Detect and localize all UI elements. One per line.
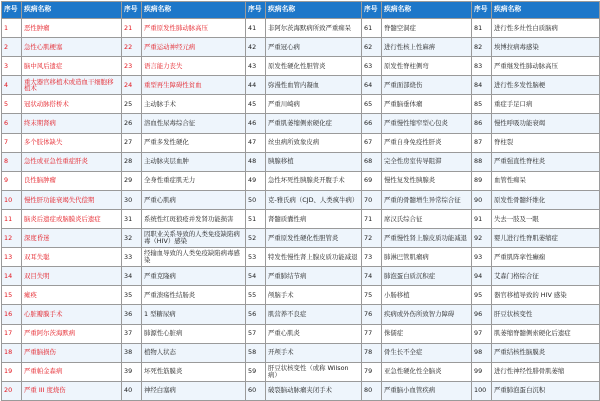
disease-name: 严重冠心病 bbox=[266, 38, 362, 57]
row-number: 63 bbox=[362, 57, 382, 76]
row-number: 90 bbox=[472, 190, 492, 209]
row-number: 11 bbox=[2, 209, 22, 228]
table-row bbox=[2, 19, 600, 38]
row-number: 10 bbox=[2, 190, 22, 209]
disease-name: 慢性复发性胰腺炎 bbox=[382, 171, 472, 190]
table-row bbox=[2, 343, 600, 362]
disease-name: 多个肢体缺失 bbox=[22, 133, 122, 152]
row-number: 83 bbox=[472, 57, 492, 76]
row-number: 2 bbox=[2, 38, 22, 57]
row-number: 67 bbox=[362, 133, 382, 152]
disease-name: 原发性骨髓纤维化 bbox=[492, 190, 600, 209]
row-number: 96 bbox=[472, 305, 492, 324]
disease-name: 主动脉夹层血肿 bbox=[142, 152, 246, 171]
disease-name: 严重脑小血管疾病 bbox=[382, 381, 472, 400]
disease-name: 重型再生障碍性贫血 bbox=[142, 76, 246, 95]
disease-name: 亚急性硬化性全脑炎 bbox=[382, 362, 472, 381]
table-row bbox=[2, 381, 600, 400]
row-number: 4 bbox=[2, 76, 22, 95]
disease-name: 严重面部烧伤 bbox=[382, 76, 472, 95]
disease-name: 严重脑垂体瘤 bbox=[382, 95, 472, 114]
row-number: 94 bbox=[472, 267, 492, 286]
row-number: 18 bbox=[2, 343, 22, 362]
disease-name: 脊髓空洞症 bbox=[382, 19, 472, 38]
row-number: 39 bbox=[122, 362, 142, 381]
disease-name: 严重原发性硬化性胆管炎 bbox=[266, 229, 362, 248]
table-row bbox=[2, 190, 600, 209]
disease-name: 严重帕金森病 bbox=[22, 362, 122, 381]
row-number: 72 bbox=[362, 229, 382, 248]
disease-name: 慢性肝功能衰竭失代偿期 bbox=[22, 190, 122, 209]
row-number: 75 bbox=[362, 286, 382, 305]
row-number: 68 bbox=[362, 152, 382, 171]
disease-name: 小肠移植 bbox=[382, 286, 472, 305]
row-number: 71 bbox=[362, 209, 382, 228]
row-number: 7 bbox=[2, 133, 22, 152]
row-number: 8 bbox=[2, 152, 22, 171]
disease-name: 严重继发性肺动脉高压 bbox=[492, 57, 600, 76]
disease-name: 重症手足口病 bbox=[492, 95, 600, 114]
row-number: 30 bbox=[122, 190, 142, 209]
row-number: 91 bbox=[472, 209, 492, 228]
row-number: 70 bbox=[362, 190, 382, 209]
disease-name: 溶血性尿毒综合征 bbox=[142, 114, 246, 133]
row-number: 58 bbox=[246, 343, 266, 362]
disease-name: 终末期肾病 bbox=[22, 114, 122, 133]
table-body bbox=[2, 19, 600, 401]
disease-name: 良性脑肿瘤 bbox=[22, 171, 122, 190]
table-row bbox=[2, 152, 600, 171]
row-number: 65 bbox=[362, 95, 382, 114]
disease-name: 因职业关系导致的人类免疫缺陷病毒（HIV）感染 bbox=[142, 229, 246, 248]
row-number: 25 bbox=[122, 95, 142, 114]
col-header-num: 序号 bbox=[122, 2, 142, 19]
disease-name: 肺淋巴管肌瘤病 bbox=[382, 248, 472, 267]
disease-name: 特发性慢性肾上腺皮质功能减退 bbox=[266, 248, 362, 267]
table-row bbox=[2, 305, 600, 324]
disease-name: 严重自身免疫性肝炎 bbox=[382, 133, 472, 152]
row-number: 43 bbox=[246, 57, 266, 76]
disease-name: 完全性房室传导阻滞 bbox=[382, 152, 472, 171]
disease-name: 严重肌阵挛性癫痫 bbox=[492, 248, 600, 267]
disease-name: 进行性多灶性白质脑病 bbox=[492, 19, 600, 38]
row-number: 87 bbox=[472, 133, 492, 152]
row-number: 12 bbox=[2, 229, 22, 248]
table-row bbox=[2, 38, 600, 57]
disease-name: 严重心肌病 bbox=[142, 190, 246, 209]
row-number: 24 bbox=[122, 76, 142, 95]
disease-name: 埃博拉病毒感染 bbox=[492, 38, 600, 57]
disease-name: 严重原发性肺动脉高压 bbox=[142, 19, 246, 38]
disease-name: 脊柱裂 bbox=[492, 133, 600, 152]
disease-name: 器官移植导致的 HIV 感染 bbox=[492, 286, 600, 305]
disease-name: 心脏瓣膜手术 bbox=[22, 305, 122, 324]
col-header-num: 序号 bbox=[362, 2, 382, 19]
row-number: 100 bbox=[472, 381, 492, 400]
row-number: 41 bbox=[246, 19, 266, 38]
disease-name: 弥漫性血管内凝血 bbox=[266, 76, 362, 95]
disease-name: 肺泡蛋白质沉积症 bbox=[382, 267, 472, 286]
row-number: 66 bbox=[362, 114, 382, 133]
disease-name: 进行性神经性腓骨肌萎缩 bbox=[492, 362, 600, 381]
disease-name: 严重脑损伤 bbox=[22, 343, 122, 362]
col-header-name: 疾病名称 bbox=[266, 2, 362, 19]
disease-name: 严重的骨髓增生异常综合征 bbox=[382, 190, 472, 209]
row-number: 1 bbox=[2, 19, 22, 38]
row-number: 50 bbox=[246, 190, 266, 209]
disease-name: 语言能力丧失 bbox=[142, 57, 246, 76]
table-row bbox=[2, 114, 600, 133]
table-row bbox=[2, 76, 600, 95]
row-number: 52 bbox=[246, 229, 266, 248]
disease-name: 冠状动脉搭桥术 bbox=[22, 95, 122, 114]
row-number: 17 bbox=[2, 324, 22, 343]
row-number: 40 bbox=[122, 381, 142, 400]
table-row bbox=[2, 229, 600, 248]
row-number: 95 bbox=[472, 286, 492, 305]
row-number: 22 bbox=[122, 38, 142, 57]
disease-name: 进行性多发性脑梗 bbox=[492, 76, 600, 95]
row-number: 62 bbox=[362, 38, 382, 57]
row-number: 19 bbox=[2, 362, 22, 381]
disease-table bbox=[1, 1, 600, 401]
disease-name: 非阿尔茨海默病所致严重痴呆 bbox=[266, 19, 362, 38]
row-number: 29 bbox=[122, 171, 142, 190]
row-number: 81 bbox=[472, 19, 492, 38]
disease-name: 脑炎后遗症或脑膜炎后遗症 bbox=[22, 209, 122, 228]
col-header-num: 序号 bbox=[2, 2, 22, 19]
disease-name: 全身性重症肌无力 bbox=[142, 171, 246, 190]
disease-name: 血管性痴呆 bbox=[492, 171, 600, 190]
row-number: 46 bbox=[246, 114, 266, 133]
row-number: 79 bbox=[362, 362, 382, 381]
row-number: 16 bbox=[2, 305, 22, 324]
disease-name: 深度昏迷 bbox=[22, 229, 122, 248]
disease-name: 严重肌萎缩侧索硬化症 bbox=[266, 114, 362, 133]
col-header-name: 疾病名称 bbox=[22, 2, 122, 19]
disease-name: 恶性肿瘤 bbox=[22, 19, 122, 38]
disease-name: 脑中风后遗症 bbox=[22, 57, 122, 76]
col-header-name: 疾病名称 bbox=[142, 2, 246, 19]
row-number: 49 bbox=[246, 171, 266, 190]
disease-name: 严重慢性肾上腺皮质功能减退 bbox=[382, 229, 472, 248]
table-row bbox=[2, 95, 600, 114]
row-number: 61 bbox=[362, 19, 382, 38]
disease-name: 瘫痪 bbox=[22, 286, 122, 305]
row-number: 21 bbox=[122, 19, 142, 38]
row-number: 78 bbox=[362, 343, 382, 362]
disease-name: 肌营养不良症 bbox=[266, 305, 362, 324]
disease-name: 严重阿尔茨海默病 bbox=[22, 324, 122, 343]
disease-name: 1 型糖尿病 bbox=[142, 305, 246, 324]
disease-name: 严重 III 度烧伤 bbox=[22, 381, 122, 400]
row-number: 98 bbox=[472, 343, 492, 362]
col-header-num: 序号 bbox=[472, 2, 492, 19]
row-number: 26 bbox=[122, 114, 142, 133]
row-number: 5 bbox=[2, 95, 22, 114]
disease-name: 艾森门格综合征 bbox=[492, 267, 600, 286]
table-header-row bbox=[2, 2, 600, 19]
row-number: 3 bbox=[2, 57, 22, 76]
row-number: 74 bbox=[362, 267, 382, 286]
row-number: 28 bbox=[122, 152, 142, 171]
col-header-name: 疾病名称 bbox=[492, 2, 600, 19]
disease-name: 严重心肌炎 bbox=[266, 324, 362, 343]
disease-name: 急性心肌梗塞 bbox=[22, 38, 122, 57]
row-number: 51 bbox=[246, 209, 266, 228]
disease-name: 严重多发性硬化 bbox=[142, 133, 246, 152]
row-number: 60 bbox=[246, 381, 266, 400]
disease-name: 肌萎缩脊髓侧索硬化后遗症 bbox=[492, 324, 600, 343]
col-header-num: 序号 bbox=[246, 2, 266, 19]
disease-name: 侏儒症 bbox=[382, 324, 472, 343]
disease-name: 严重克隆病 bbox=[142, 267, 246, 286]
row-number: 93 bbox=[472, 248, 492, 267]
disease-name: 慢性呼吸功能衰竭 bbox=[492, 114, 600, 133]
row-number: 80 bbox=[362, 381, 382, 400]
row-number: 55 bbox=[246, 286, 266, 305]
row-number: 45 bbox=[246, 95, 266, 114]
row-number: 35 bbox=[122, 286, 142, 305]
row-number: 82 bbox=[472, 38, 492, 57]
disease-name: 植物人状态 bbox=[142, 343, 246, 362]
disease-name: 肝豆状核变性（或称 Wilson 病） bbox=[266, 362, 362, 381]
row-number: 14 bbox=[2, 267, 22, 286]
disease-name: 原发性脊柱侧弯 bbox=[382, 57, 472, 76]
row-number: 23 bbox=[122, 57, 142, 76]
row-number: 20 bbox=[2, 381, 22, 400]
disease-name: 神经白塞病 bbox=[142, 381, 246, 400]
row-number: 59 bbox=[246, 362, 266, 381]
disease-name: 双目失明 bbox=[22, 267, 122, 286]
row-number: 89 bbox=[472, 171, 492, 190]
disease-name: 婴儿进行性脊肌萎缩症 bbox=[492, 229, 600, 248]
row-number: 77 bbox=[362, 324, 382, 343]
disease-name: 骨生长不全症 bbox=[382, 343, 472, 362]
table-row bbox=[2, 171, 600, 190]
table-row bbox=[2, 267, 600, 286]
row-number: 69 bbox=[362, 171, 382, 190]
disease-name: 克-雅氏病（CJD、人类疯牛病） bbox=[266, 190, 362, 209]
disease-name: 急性或亚急性重症肝炎 bbox=[22, 152, 122, 171]
col-header-name: 疾病名称 bbox=[382, 2, 472, 19]
row-number: 34 bbox=[122, 267, 142, 286]
row-number: 64 bbox=[362, 76, 382, 95]
table-row bbox=[2, 286, 600, 305]
row-number: 73 bbox=[362, 248, 382, 267]
row-number: 84 bbox=[472, 76, 492, 95]
row-number: 85 bbox=[472, 95, 492, 114]
row-number: 42 bbox=[246, 38, 266, 57]
disease-name: 严重川崎病 bbox=[266, 95, 362, 114]
table-row bbox=[2, 209, 600, 228]
row-number: 33 bbox=[122, 248, 142, 267]
disease-name: 严重结核性脑膜炎 bbox=[492, 343, 600, 362]
row-number: 53 bbox=[246, 248, 266, 267]
disease-name: 系统性红斑狼疮并发肾功能损害 bbox=[142, 209, 246, 228]
disease-name: 破裂脑动脉瘤夹闭手术 bbox=[266, 381, 362, 400]
disease-name: 胰腺移植 bbox=[266, 152, 362, 171]
disease-name: 主动脉手术 bbox=[142, 95, 246, 114]
row-number: 56 bbox=[246, 305, 266, 324]
disease-name: 颅脑手术 bbox=[266, 286, 362, 305]
disease-name: 急性坏死性胰腺炎开腹手术 bbox=[266, 171, 362, 190]
disease-name: 坏死性筋膜炎 bbox=[142, 362, 246, 381]
row-number: 36 bbox=[122, 305, 142, 324]
disease-name: 疾病或外伤所致智力障碍 bbox=[382, 305, 472, 324]
disease-name: 肾髓质囊性病 bbox=[266, 209, 362, 228]
disease-name: 双耳失聪 bbox=[22, 248, 122, 267]
table-row bbox=[2, 133, 600, 152]
row-number: 92 bbox=[472, 229, 492, 248]
disease-name: 开颅手术 bbox=[266, 343, 362, 362]
row-number: 47 bbox=[246, 133, 266, 152]
disease-name: 重大器官移植术或造血干细胞移植术 bbox=[22, 76, 122, 95]
row-number: 44 bbox=[246, 76, 266, 95]
disease-name: 席汉氏综合征 bbox=[382, 209, 472, 228]
disease-name: 严重强直性脊柱炎 bbox=[492, 152, 600, 171]
row-number: 32 bbox=[122, 229, 142, 248]
disease-name: 原发性硬化性胆管炎 bbox=[266, 57, 362, 76]
row-number: 97 bbox=[472, 324, 492, 343]
row-number: 57 bbox=[246, 324, 266, 343]
disease-name: 进行性核上性麻痹 bbox=[382, 38, 472, 57]
disease-name: 严重肺结节病 bbox=[266, 267, 362, 286]
row-number: 13 bbox=[2, 248, 22, 267]
disease-name: 肝豆状核变性 bbox=[492, 305, 600, 324]
table-row bbox=[2, 57, 600, 76]
disease-name: 丝虫病所致象皮病 bbox=[266, 133, 362, 152]
row-number: 54 bbox=[246, 267, 266, 286]
disease-name: 严重肺泡蛋白沉积 bbox=[492, 381, 600, 400]
row-number: 6 bbox=[2, 114, 22, 133]
disease-name: 严重溃疡性结肠炎 bbox=[142, 286, 246, 305]
row-number: 86 bbox=[472, 114, 492, 133]
disease-name: 严重慢性缩窄型心包炎 bbox=[382, 114, 472, 133]
row-number: 15 bbox=[2, 286, 22, 305]
row-number: 27 bbox=[122, 133, 142, 152]
row-number: 99 bbox=[472, 362, 492, 381]
row-number: 38 bbox=[122, 343, 142, 362]
disease-name: 严重运动神经元病 bbox=[142, 38, 246, 57]
disease-name: 失去一肢及一眼 bbox=[492, 209, 600, 228]
table-row bbox=[2, 248, 600, 267]
table-row bbox=[2, 362, 600, 381]
disease-name: 经输血导致的人类免疫缺陷病毒感染 bbox=[142, 248, 246, 267]
row-number: 88 bbox=[472, 152, 492, 171]
table-row bbox=[2, 324, 600, 343]
disease-name: 肺源性心脏病 bbox=[142, 324, 246, 343]
row-number: 76 bbox=[362, 305, 382, 324]
row-number: 37 bbox=[122, 324, 142, 343]
row-number: 31 bbox=[122, 209, 142, 228]
row-number: 48 bbox=[246, 152, 266, 171]
row-number: 9 bbox=[2, 171, 22, 190]
